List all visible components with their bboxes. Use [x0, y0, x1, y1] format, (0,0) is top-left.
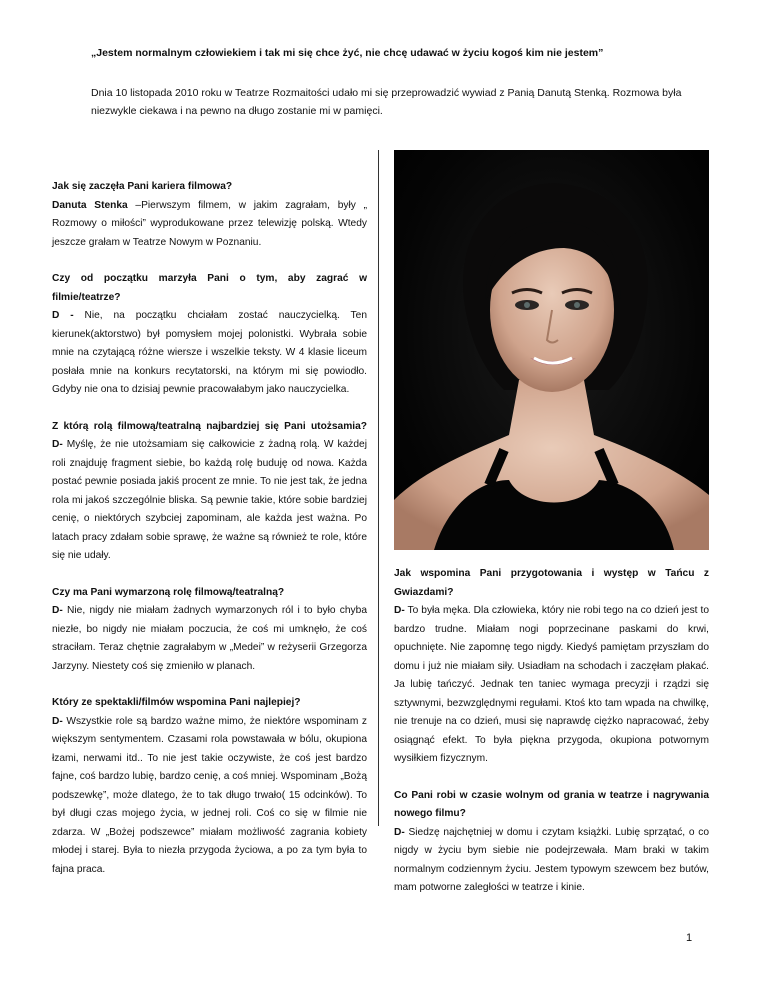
question: Jak się zaczęła Pani kariera filmowa? — [52, 181, 233, 192]
portrait-photo — [394, 150, 709, 550]
question: Czy ma Pani wymarzoną rolę filmową/teatralną? — [52, 586, 285, 598]
intro-paragraph: Dnia 10 listopada 2010 roku w Teatrze Rozmaitości udało mi się przeprowadzić wywiad z Panią Danutą Stenką. Rozmowa była niezwykle ciekawa i na pewno na długo zostanie mi w pamięci. — [91, 87, 682, 117]
question: Z którą rolą filmową/teatralną najbardziej się Pani utożsamia? — [52, 420, 367, 432]
answer-text: Nie, na początku chciałam zostać nauczycielką. Ten kierunek(aktorstwo) był pomysłem mojej polonistki. Wybrała sobie mnie na czytającą różne wiersze i wszelkie teksty. W 4 klasie liceum posłała mnie na konkurs recytatorski, na którym mi się powiodło. Gdyby nie ona to dzisiaj pewnie pracowałabym jako nauczycielka. — [52, 310, 367, 395]
question: Co Pani robi w czasie wolnym od grania w teatrze i nagrywania nowego filmu? — [394, 789, 709, 819]
question: Czy od początku marzyła Pani o tym, aby zagrać w filmie/teatrze? — [52, 273, 367, 303]
question: Jak wspomina Pani przygotowania i występ w Tańcu z Gwiazdami? — [394, 568, 709, 598]
right-column — [394, 565, 709, 916]
answer-speaker: D- — [52, 605, 63, 616]
answer-speaker: D- — [52, 715, 63, 727]
left-column — [52, 178, 367, 897]
qa-item — [52, 418, 367, 566]
answer-text: –Pierwszym filmem, w jakim zagrałam, były „ Rozmowy o miłości” wyprodukowane przez telewizję polską. Wtedy jeszcze grałam w Teatrze Nowym w Poznaniu. — [52, 199, 367, 248]
answer-speaker: D- — [52, 439, 63, 450]
answer — [52, 197, 367, 253]
answer-speaker: Danuta Stenka — [52, 199, 128, 211]
qa-item — [394, 787, 709, 898]
answer — [52, 436, 367, 566]
qa-item — [394, 565, 709, 769]
answer-speaker: D - — [52, 310, 74, 321]
answer-speaker: D- — [394, 605, 405, 616]
answer — [394, 824, 709, 898]
answer-text: Wszystkie role są bardzo ważne mimo, że niektóre wspominam z większym sentymentem. Czasami rola powstawała w bólu, okupiona łzami, nerwami itd.. To nie jest takie oczywiste, że coś jest bardzo fajne, coś bardzo lubię, bardzo cenię, a coś mniej. Wspominam „Bożą podszewkę”, może dlatego, że to tak długo trwało( 15 odcinków). To był długi czas mojego życia, w jednej roli. Coś co się w filmie nie zdarza. W „Bożej podszewce” miałam możliwość zagrania kobiety młodej i starej. Była to niezła przygoda życiowa, a po za tym była to fajna praca. — [52, 715, 367, 875]
answer-text: To była męka. Dla człowieka, który nie robi tego na co dzień jest to bardzo trudne. Miałam nogi poprzecinane paskami do krwi, opuchnięte. Nie zapomnę tego nigdy. Kiedyś pamiętam przyszłam do domu i już nie miałam siły. Usiadłam na schodach i zaczęłam płakać. Ja lubię tańczyć. Jednak ten taniec wymaga precyzji i rządzi się sztywnymi, bezwzględnymi regułami. Ktoś kto tam wpada na chwilkę, nie trenuje na co dzień, musi się naprawdę ciężko napracować, żeby osiągnąć efekt. To była piękna przygoda, okupiona potwornym wysiłkiem fizycznym. — [394, 605, 709, 764]
qa-item — [52, 178, 367, 252]
answer — [52, 307, 367, 400]
qa-item — [52, 694, 367, 879]
answer — [52, 713, 367, 880]
answer-text: Siedzę najchętniej w domu i czytam książki. Lubię sprzątać, o co nigdy w życiu bym siebie nie podejrzewała. Mam braki w takim normalnym codziennym życiu. Jestem typowym szewcem bez butów, mam potworne zaległości w teatrze i kinie. — [394, 826, 709, 893]
answer-speaker: D- — [394, 826, 405, 838]
answer-text: Myślę, że nie utożsamiam się całkowicie z żadną rolą. W każdej roli znajduję fragment siebie, bo każdą rolę buduję od nowa. Każda postać pewnie posiada jakiś procent ze mnie. To nie jest tak, że jedna rola mi jakoś szczególnie bliska. Są pewnie takie, które sobie bardziej cenię, o niektórych szybciej zapominam, ale każda jest ważna. Po latach pracy zdałam sobie sprawę, że ważne są również te role, które się nie udały. — [52, 439, 367, 561]
portrait-illustration — [394, 150, 709, 550]
column-divider — [378, 150, 379, 826]
page-title: „Jestem normalnym człowiekiem i tak mi się chce żyć, nie chcę udawać w życiu kogoś kim nie jestem” — [91, 47, 604, 59]
qa-item — [52, 584, 367, 677]
qa-item — [52, 270, 367, 400]
page-number: 1 — [686, 932, 693, 944]
answer — [52, 602, 367, 676]
answer-text: Nie, nigdy nie miałam żadnych wymarzonych ról i to było chyba niezłe, bo nigdy nie miałam poczucia, że coś mi umknęło, że coś straciłam. Teraz chętnie zagrałabym w „Medei” w reżyserii Grzegorza Jarzyny. Niestety coś się zmieniło w planach. — [52, 605, 367, 672]
question: Który ze spektakli/filmów wspomina Pani najlepiej? — [52, 697, 301, 708]
answer — [394, 602, 709, 769]
